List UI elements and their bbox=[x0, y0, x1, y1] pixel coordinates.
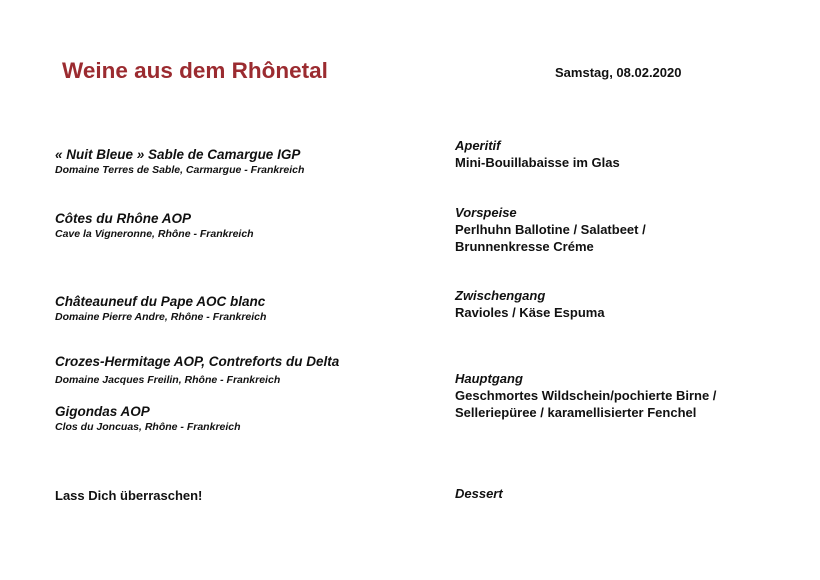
wine-2-producer: Cave la Vigneronne, Rhône - Frankreich bbox=[55, 228, 254, 240]
wine-4-name: Crozes-Hermitage AOP, Contreforts du Delta bbox=[55, 354, 340, 369]
course-hauptgang-label: Hauptgang bbox=[455, 371, 523, 386]
course-zwischengang-label: Zwischengang bbox=[455, 288, 546, 303]
wine-6-name: Lass Dich überraschen! bbox=[55, 488, 203, 503]
page-title: Weine aus dem Rhônetal bbox=[62, 58, 328, 83]
wine-3-name: Châteauneuf du Pape AOC blanc bbox=[55, 294, 266, 309]
course-aperitif-dish: Mini-Bouillabaisse im Glas bbox=[455, 155, 620, 170]
course-hauptgang-dish-line2: Selleriepüree / karamellisierter Fenchel bbox=[455, 405, 697, 420]
wine-5-producer: Clos du Joncuas, Rhône - Frankreich bbox=[55, 421, 241, 433]
course-zwischengang-dish: Ravioles / Käse Espuma bbox=[455, 305, 605, 320]
course-aperitif-label: Aperitif bbox=[455, 138, 501, 153]
wine-3-producer: Domaine Pierre Andre, Rhône - Frankreich bbox=[55, 311, 267, 323]
course-vorspeise-dish-line1: Perlhuhn Ballotine / Salatbeet / bbox=[455, 222, 646, 237]
wine-1-producer: Domaine Terres de Sable, Carmargue - Frankreich bbox=[55, 164, 305, 176]
wine-1-name: « Nuit Bleue » Sable de Camargue IGP bbox=[55, 147, 301, 162]
course-hauptgang-dish-line1: Geschmortes Wildschein/pochierte Birne / bbox=[455, 388, 717, 403]
wine-4-producer: Domaine Jacques Freilin, Rhône - Frankreich bbox=[55, 374, 281, 386]
course-vorspeise-dish-line2: Brunnenkresse Créme bbox=[455, 239, 594, 254]
course-dessert-label: Dessert bbox=[455, 486, 503, 501]
course-vorspeise-label: Vorspeise bbox=[455, 205, 517, 220]
wine-2-name: Côtes du Rhône AOP bbox=[55, 211, 192, 226]
wine-5-name: Gigondas AOP bbox=[55, 404, 150, 419]
event-date: Samstag, 08.02.2020 bbox=[555, 65, 682, 80]
